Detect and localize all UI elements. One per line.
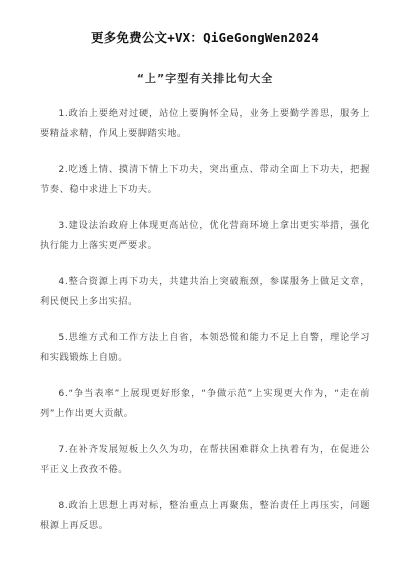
document-title: “上”字型有关排比句大全 (136, 72, 274, 85)
list-item: 7.在补齐发展短板上久久为功，在帮扶困难群众上执着有为，在促进公平正义上孜孜不倦。 (40, 444, 370, 475)
list-item: 3.建设法治政府上体现更高站位，优化营商环境上拿出更实举措，强化执行能力上落实更严要求。 (40, 220, 370, 251)
list-item: 4.整合资源上再下功夫，共建共治上突破瓶颈，参谋服务上做足文章，利民便民上多出实招。 (40, 276, 370, 307)
list-item: 1.政治上要绝对过硬，站位上要胸怀全局，业务上要勤学善思，服务上要精益求精，作风上要脚踏实地。 (40, 108, 370, 139)
list-item: 6.“争当表率”上展现更好形象，“争做示范”上实现更大作为，“走在前列”上作出更大贡献。 (40, 388, 370, 419)
promo-header: 更多免费公文+VX：QiGeGongWen2024 (91, 30, 319, 45)
list-item: 8.政治上思想上再对标，整治重点上再聚焦，整治责任上再压实，问题根源上再反思。 (40, 500, 370, 531)
list-item: 2.吃透上情、摸清下情上下功夫，突出重点、带动全面上下功夫，把握节奏、稳中求进上下功夫。 (40, 164, 370, 195)
list-item: 5.思维方式和工作方法上自省，本领恐慌和能力不足上自警，理论学习和实践锻炼上自励。 (40, 332, 370, 363)
